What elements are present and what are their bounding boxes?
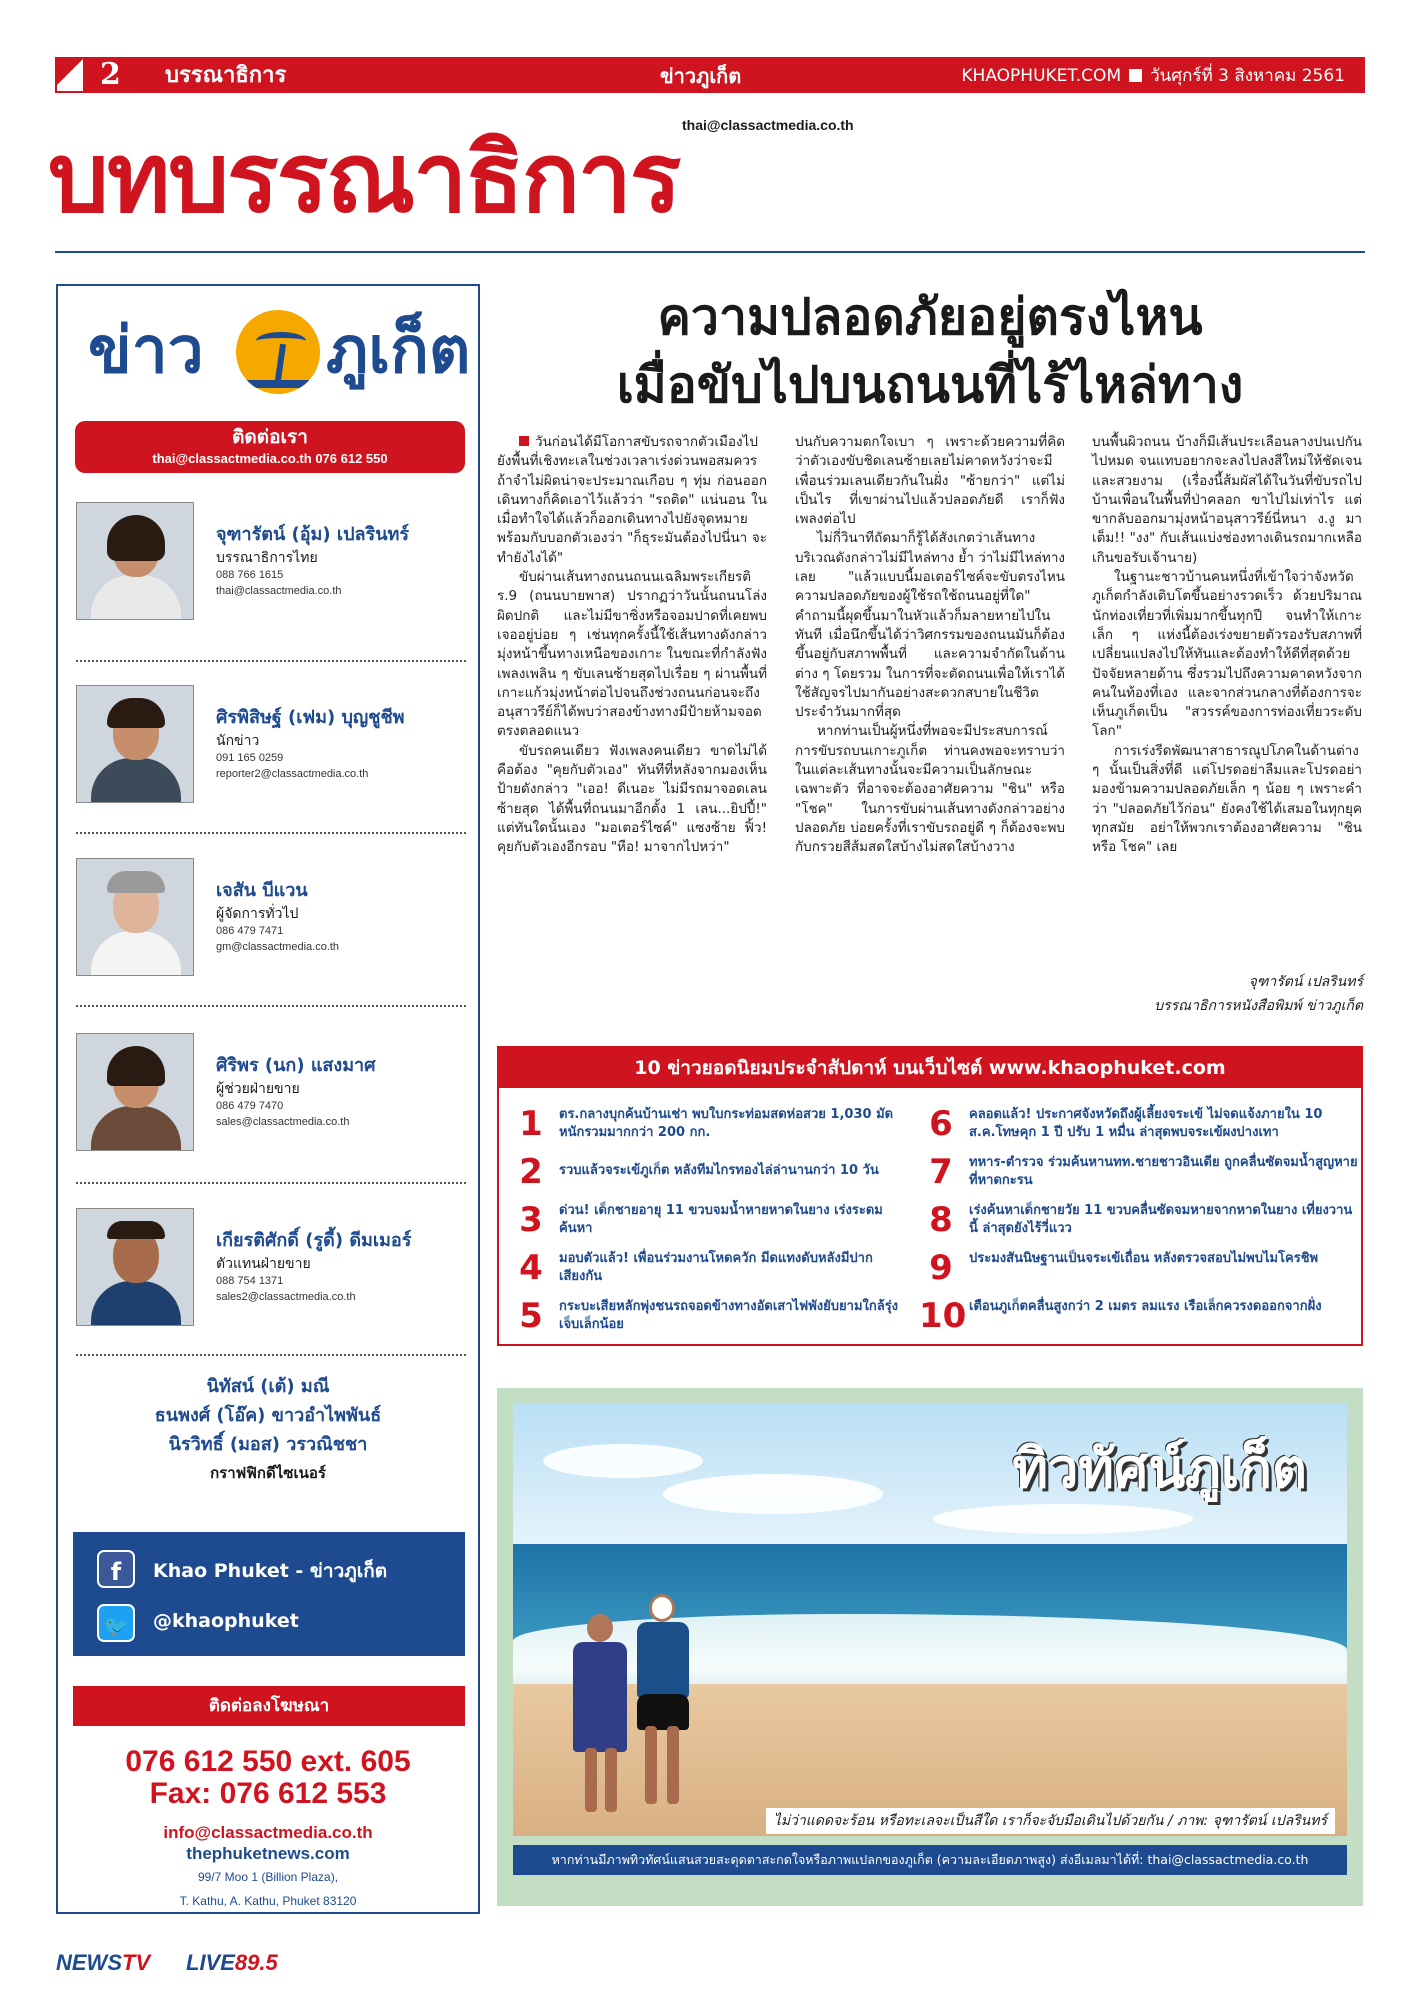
article-signature <box>1154 970 1363 1018</box>
staff-card <box>76 680 466 810</box>
top10-text: มอบตัวแล้ว! เพื่อนร่วมงานโหดควัก มีดแทงดับหลังมีปากเสียงกัน <box>559 1251 873 1284</box>
staff-role: บรรณาธิการไทย <box>216 550 318 566</box>
staff-email[interactable]: sales2@classactmedia.co.th <box>216 1291 356 1303</box>
masthead-mini: ข่าวภูเก็ต <box>660 64 742 88</box>
staff-photo <box>76 502 194 620</box>
feature-title: ทิวทัศน์ภูเก็ต <box>1012 1437 1307 1500</box>
social-box <box>73 1532 465 1656</box>
staff-phone: 088 766 1615 <box>216 569 284 581</box>
top10-text: เตือนภูเก็ตคลื่นสูงกว่า 2 เมตร ลมแรง เรือเล็กควรงดออกจากฝั่ง <box>969 1299 1322 1314</box>
scenery-feature <box>497 1388 1363 1906</box>
staff-phone: 086 479 7470 <box>216 1100 284 1112</box>
top10-text: คลอดแล้ว! ประกาศจังหวัดถึงผู้เลี้ยงจระเข้ ไม่จดแจ้งภายใน 10 ส.ค.โทษคุก 1 ปี ปรับ 1 หมื่น ล่าสุดพบจระเข้ผงบ่างเทา <box>969 1107 1323 1140</box>
separator <box>76 1005 466 1007</box>
live-radio-logo <box>186 1950 278 1976</box>
staff-photo <box>76 1033 194 1151</box>
facebook-label: Khao Phuket - ข่าวภูเก็ต <box>153 1560 388 1582</box>
designer-name: นิทัสน์ (เต้) มณี <box>206 1376 330 1397</box>
top10-text: ตร.กลางบุกค้นบ้านเช่า พบใบกระท่อมสดห่อสวย 1,030 มัด หนักรวมมากกว่า 200 กก. <box>559 1107 894 1140</box>
article-paragraph: ขับรถคนเดียว ฟังเพลงคนเดียว ขาดไม่ได้คือต้อง "คุยกับตัวเอง" ทันทีที่หลังจากมองเห็นป้ายดังกล่าว "เออ! ดีเนอะ ไม่มีรถมาจอดเลนซ้ายสุด ได้พื้นที่ถนนมาอีกตั้ง 1 เลน...ยิปปี้!" แต่ทันใดนั้นเอง "มอเตอร์ไซค์" แซงซ้าย ฟิ้ว! คุยกับตัวเองอีกรอบ "หือ! มาจากไปหว่า" <box>497 742 767 856</box>
article-paragraph: วันก่อนได้มีโอกาสขับรถจากตัวเมืองไปยังพื้นที่เชิงทะเลในช่วงเวลาเร่งด่วนพอสมควร ถ้าจำไม่ผิดน่าจะประมาณเกือบ ๆ ทุ่ม ก่อนออกเดินทางก็คิดเอาไว้แล้วว่า "รถติด" แน่นอน ในเมื่อทำใจได้แล้วก็ออกเดินทางไปยังจุดหมาย พร้อมกับบอกตัวเองว่า "ก็ธุระมันต้องไปนี่นา จะทำยังไงได้" <box>497 434 767 566</box>
staff-name: จุฑารัตน์ (อุ้ม) เปลรินทร์ <box>216 524 410 545</box>
article-paragraph: บนพื้นผิวถนน บ้างก็มีเส้นประเลือนลางปนเปกันไปหมด จนแทบอยากจะลงไปลงสีใหม่ให้ชัดเจนและสวยงาม (เรื่องนี้ส้มผัสได้ในวันที่ขับรถไปบ้านเพื่อนในพื้นที่ป่าคลอก ขาไปไม่เท่าไร แต่ขากลับออกมามุ่งหน้าอนุสาวรีย์นี่หนา ง.งู มาเต็ม!! "งง" กับเส้นแบ่งช่องทางเดินรถมากเหลือเกินขอรับเจ้านาย) <box>1092 434 1362 566</box>
designer-name: ธนพงศ์ (โอ๊ค) ขาวอำไพพันธ์ <box>154 1405 382 1426</box>
staff-name: ศิริพร (นก) แสงมาศ <box>216 1055 376 1076</box>
author-name: จุฑารัตน์ เปลรินทร์ <box>1248 974 1363 990</box>
headline-line: เมื่อขับไปบนถนนที่ไร้ไหล่ทาง <box>616 356 1244 414</box>
site-url[interactable]: KHAOPHUKET.COM <box>961 66 1122 86</box>
designer-name: นิรวิทธิ์ (มอส) วรวณิชชา <box>168 1434 368 1455</box>
top10-rank: 8 <box>929 1200 953 1240</box>
top10-rank: 4 <box>519 1248 543 1288</box>
top10-box <box>497 1046 1363 1346</box>
staff-name: เกียรติศักดิ์ (รูดี้) ดีมเมอร์ <box>216 1230 412 1251</box>
staff-role: นักข่าว <box>216 733 260 749</box>
designers-block <box>60 1372 476 1487</box>
twitter-label: @khaophuket <box>153 1610 299 1632</box>
staff-email[interactable]: thai@classactmedia.co.th <box>216 585 342 597</box>
staff-card <box>76 1028 466 1158</box>
separator <box>76 832 466 834</box>
contact-box <box>75 421 465 473</box>
brand-live-text: LIVE <box>186 1950 235 1975</box>
section-label: บรรณาธิการ <box>165 63 287 88</box>
contact-detail[interactable]: thai@classactmedia.co.th 076 612 550 <box>152 451 388 466</box>
brand-news-text: NEWS <box>56 1950 122 1975</box>
staff-card <box>76 853 466 983</box>
facebook-icon: f <box>97 1550 135 1588</box>
title-divider <box>55 251 1365 253</box>
page-corner-icon <box>55 57 85 93</box>
top10-rank: 2 <box>519 1152 543 1192</box>
staff-name: ศิรพิสิษฐ์ (เฟม) บุญชูชีพ <box>216 707 405 728</box>
logo-word-right: ภูเก็ต <box>326 313 471 388</box>
top10-rank: 3 <box>519 1200 543 1240</box>
staff-email[interactable]: reporter2@classactmedia.co.th <box>216 768 369 780</box>
separator <box>76 1354 466 1356</box>
staff-photo <box>76 858 194 976</box>
bullet-icon <box>519 436 529 446</box>
separator <box>76 1182 466 1184</box>
ad-email[interactable]: info@classactmedia.co.th <box>163 1823 373 1842</box>
ad-phone[interactable]: 076 612 550 ext. 605 <box>125 1745 411 1778</box>
article-paragraph: หากท่านเป็นผู้หนึ่งที่พอจะมีประสบการณ์การขับรถบนเกาะภูเก็ต ท่านคงพอจะทราบว่าในแต่ละเส้นทางนั้นจะมีความเป็นลักษณะเฉพาะตัว ที่อาจจะต้องอาศัยความ "ชิน" หรือ "โชค" ในการขับผ่านเส้นทางดังกล่าวอย่างปลอดภัย บ่อยครั้งที่เราขับรถอยู่ดี ๆ ก็ต้องจะพบกับกรวยสีส้มสดใสบ้างไม่สดใสบ้างวาง <box>795 723 1065 856</box>
article-column-2 <box>795 433 1065 858</box>
photo-caption: ไม่ว่าแดดจะร้อน หรือทะเลจะเป็นสีใด เราก็จะจับมือเดินไปด้วยกัน / ภาพ: จุฑารัตน์ เปลรินทร์ <box>766 1808 1335 1834</box>
news1-tv-logo <box>56 1950 150 1976</box>
top10-rank: 9 <box>929 1248 953 1288</box>
article-paragraph: ปนกับความตกใจเบา ๆ เพราะด้วยความที่คิดว่าตัวเองขับชิดเลนซ้ายเลยไม่คาดหวังว่าจะมีเพื่อนร่วมเลนเดียวกันในฝั่ง "ซ้ายกว่า" แต่ไม่เป็นไร ที่เขาผ่านไปแล้วปลอดภัยดี เราก็ฟังเพลงต่อไป <box>795 434 1065 528</box>
article-paragraph: ขับผ่านเส้นทางถนนถนนเฉลิมพระเกียรติ ร.9 (ถนนบายพาส) ปรากฏว่าวันนั้นถนนโล่งผิดปกติ และไม่มีขาซิ่งหรือจอมปาดที่เคยพบเจออยู่บ่อย ๆ เช่นทุกครั้งนี้ใช้เส้นทางดังกล่าวมุ่งหน้าขึ้นทางเหนือของเกาะ ในขณะที่กำลังฟังเพลงเพลิน ๆ ขับเลนซ้ายสุดไปเรื่อย ๆ ผ่านพื้นที่เกาะแก้วมุ่งหน้าต่อไปจนถึงช่วงถนนก่อนจะถึงอนุสาวรีย์ก็ได้พบว่าสองข้างทางมีป้ายห้ามจอดตรงตลอดแนว <box>497 569 767 740</box>
staff-phone: 088 754 1371 <box>216 1275 284 1287</box>
headline-line: ความปลอดภัยอยู่ตรงไหน <box>657 288 1203 346</box>
staff-card <box>76 497 466 627</box>
page-title: บทบรรณาธิการ <box>48 122 680 234</box>
beach-photo <box>513 1404 1347 1836</box>
top10-rank: 6 <box>929 1104 953 1144</box>
ad-fax: Fax: 076 612 553 <box>149 1777 387 1810</box>
logo-word-left: ข่าว <box>88 313 204 388</box>
staff-name: เจสัน บีแวน <box>216 880 308 901</box>
square-icon <box>1129 69 1142 82</box>
top10-rank: 5 <box>519 1296 543 1336</box>
ad-contact-title: ติดต่อลงโฆษณา <box>73 1686 465 1726</box>
twitter-icon: 🐦 <box>97 1604 135 1642</box>
top10-text: เร่งค้นหาเด็กชายวัย 11 ขวบคลื่นซัดจมหายจากหาดในยาง เที่ยงวานนี้ ล่าสุดยังไร้วี่แวว <box>969 1203 1353 1236</box>
staff-email[interactable]: gm@classactmedia.co.th <box>216 941 340 953</box>
article-paragraph: การเร่งรีดพัฒนาสาธารณูปโภคในด้านต่าง ๆ นั้นเป็นสิ่งที่ดี แต่โปรดอย่าลืมและโปรดอย่ามองข้ามความปลอดภัยเล็ก ๆ น้อย ๆ เพราะคำว่า "ปลอดภัยไว้ก่อน" ยังคงใช้ได้เสมอในทุกยุคทุกสมัย อย่าให้พวกเราต้องอาศัยความ "ชิน หรือ โชค" เลย <box>1092 742 1362 856</box>
brand-fm-text: 89.5 <box>234 1950 278 1975</box>
article-paragraph: ในฐานะชาวบ้านคนหนึ่งที่เข้าใจว่าจังหวัดภูเก็ตกำลังเติบโตขึ้นอย่างรวดเร็ว ด้วยปริมาณนักท่องเที่ยวที่เพิ่มมากขึ้นทุกปี จนทำให้เกาะเล็ก ๆ แห่งนี้ต้องเร่งขยายตัวรองรับสภาพที่เปลี่ยนแปลงไปให้ทันและต้องทำให้ดีที่สุดด้วยปัจจัยหลายด้าน ซึ่งรวมไปถึงความคาดหวังจากคนในท้องที่เอง และจากส่วนกลางที่ต้องการจะเห็นภูเก็ตเป็น "สวรรค์ของการท่องเที่ยวระดับโลก" <box>1092 569 1362 740</box>
address-line: T. Kathu, A. Kathu, Phuket 83120 <box>179 1894 357 1908</box>
page-number: 2 <box>100 57 121 92</box>
top10-rank: 7 <box>929 1152 953 1192</box>
staff-photo <box>76 685 194 803</box>
designer-role: กราฟฟิกดีไซเนอร์ <box>210 1464 326 1482</box>
top10-rank: 1 <box>519 1104 543 1144</box>
staff-role: ผู้จัดการทั่วไป <box>216 906 299 922</box>
top10-text: ประมงสันนิษฐานเป็นจระเข้เถื่อน หลังตรวจสอบไม่พบไมโครชิพ <box>969 1251 1319 1266</box>
separator <box>76 660 466 662</box>
staff-role: ตัวแทนฝ่ายขาย <box>216 1256 311 1272</box>
article-headline <box>500 283 1360 419</box>
article-column-3 <box>1092 433 1362 858</box>
editor-email[interactable]: thai@classactmedia.co.th <box>682 117 854 133</box>
contact-title: ติดต่อเรา <box>232 426 308 448</box>
staff-card <box>76 1203 466 1333</box>
article-column-1 <box>497 433 767 858</box>
top10-rank: 10 <box>919 1296 967 1336</box>
khaophuket-logo <box>88 300 471 400</box>
issue-date: วันศุกร์ที่ 3 สิงหาคม 2561 <box>1150 66 1345 86</box>
top10-text: ด่วน! เด็กชายอายุ 11 ขวบจมน้ำหายหาดในยาง เร่งระดมค้นหา <box>559 1203 883 1236</box>
top10-text: ทหาร-ตำรวจ ร่วมค้นหานทท.ชายชาวอินเดีย ถูกคลื่นซัดจมน้ำสูญหายที่หาดกะรน <box>969 1155 1358 1188</box>
brand-tv-text: TV <box>122 1950 151 1975</box>
dateline <box>961 61 1345 91</box>
palm-sun-icon <box>236 310 320 394</box>
staff-photo <box>76 1208 194 1326</box>
staff-phone: 091 165 0259 <box>216 752 284 764</box>
article-paragraph: ไม่กี่วินาทีถัดมาก็รู้ได้สังเกตว่าเส้นทางบริเวณดังกล่าวไม่มีไหล่ทาง ย้ำ ว่าไม่มีไหล่ทางเลย "แล้วแบบนี้มอเตอร์ไซค์จะขับตรงไหน ความปลอดภัยของผู้ใช้รถใช้ถนนอยู่ที่ใด" คำถามนี้ผุดขึ้นมาในหัวแล้วก็มลายหายไปในทันที เมื่อนึกขึ้นได้ว่าวิศกรรมของถนนมันก็ต้องขึ้นอยู่กับสภาพพื้นที่ และความจำกัดในด้านต่าง ๆ โดยรวม ในการที่จะตัดถนนเพื่อให้เราได้ใช้สัญจรไปมากันอย่างสะดวกสบายในชีวิตประจำวันมากที่สุด <box>795 530 1065 721</box>
top10-title: 10 ข่าวยอดนิยมประจำสัปดาห์ บนเว็บไซต์ www.khaophuket.com <box>499 1048 1361 1088</box>
top10-text: รวบแล้วจระเข้ภูเก็ต หลังทีมไกรทองไล่ล่านานกว่า 10 วัน <box>559 1163 879 1178</box>
ad-website[interactable]: thephuketnews.com <box>186 1844 350 1863</box>
feature-submission-note: หากท่านมีภาพทิวทัศน์แสนสวยสะดุดตาสะกดใจหรือภาพแปลกของภูเก็ต (ความละเอียดภาพสูง) ส่งอีเมลมาได้ที่: thai@classactmedia.co.th <box>513 1845 1347 1875</box>
staff-role: ผู้ช่วยฝ่ายขาย <box>216 1081 300 1097</box>
address-line: 99/7 Moo 1 (Billion Plaza), <box>197 1870 339 1884</box>
staff-email[interactable]: sales@classactmedia.co.th <box>216 1116 350 1128</box>
staff-phone: 086 479 7471 <box>216 925 284 937</box>
author-title: บรรณาธิการหนังสือพิมพ์ ข่าวภูเก็ต <box>1154 998 1363 1014</box>
top10-text: กระบะเสียหลักพุ่งชนรถจอดข้างทางอัดเสาไฟพังยับยามใกล้รุ่ง เจ็บเล็กน้อย <box>559 1299 899 1332</box>
